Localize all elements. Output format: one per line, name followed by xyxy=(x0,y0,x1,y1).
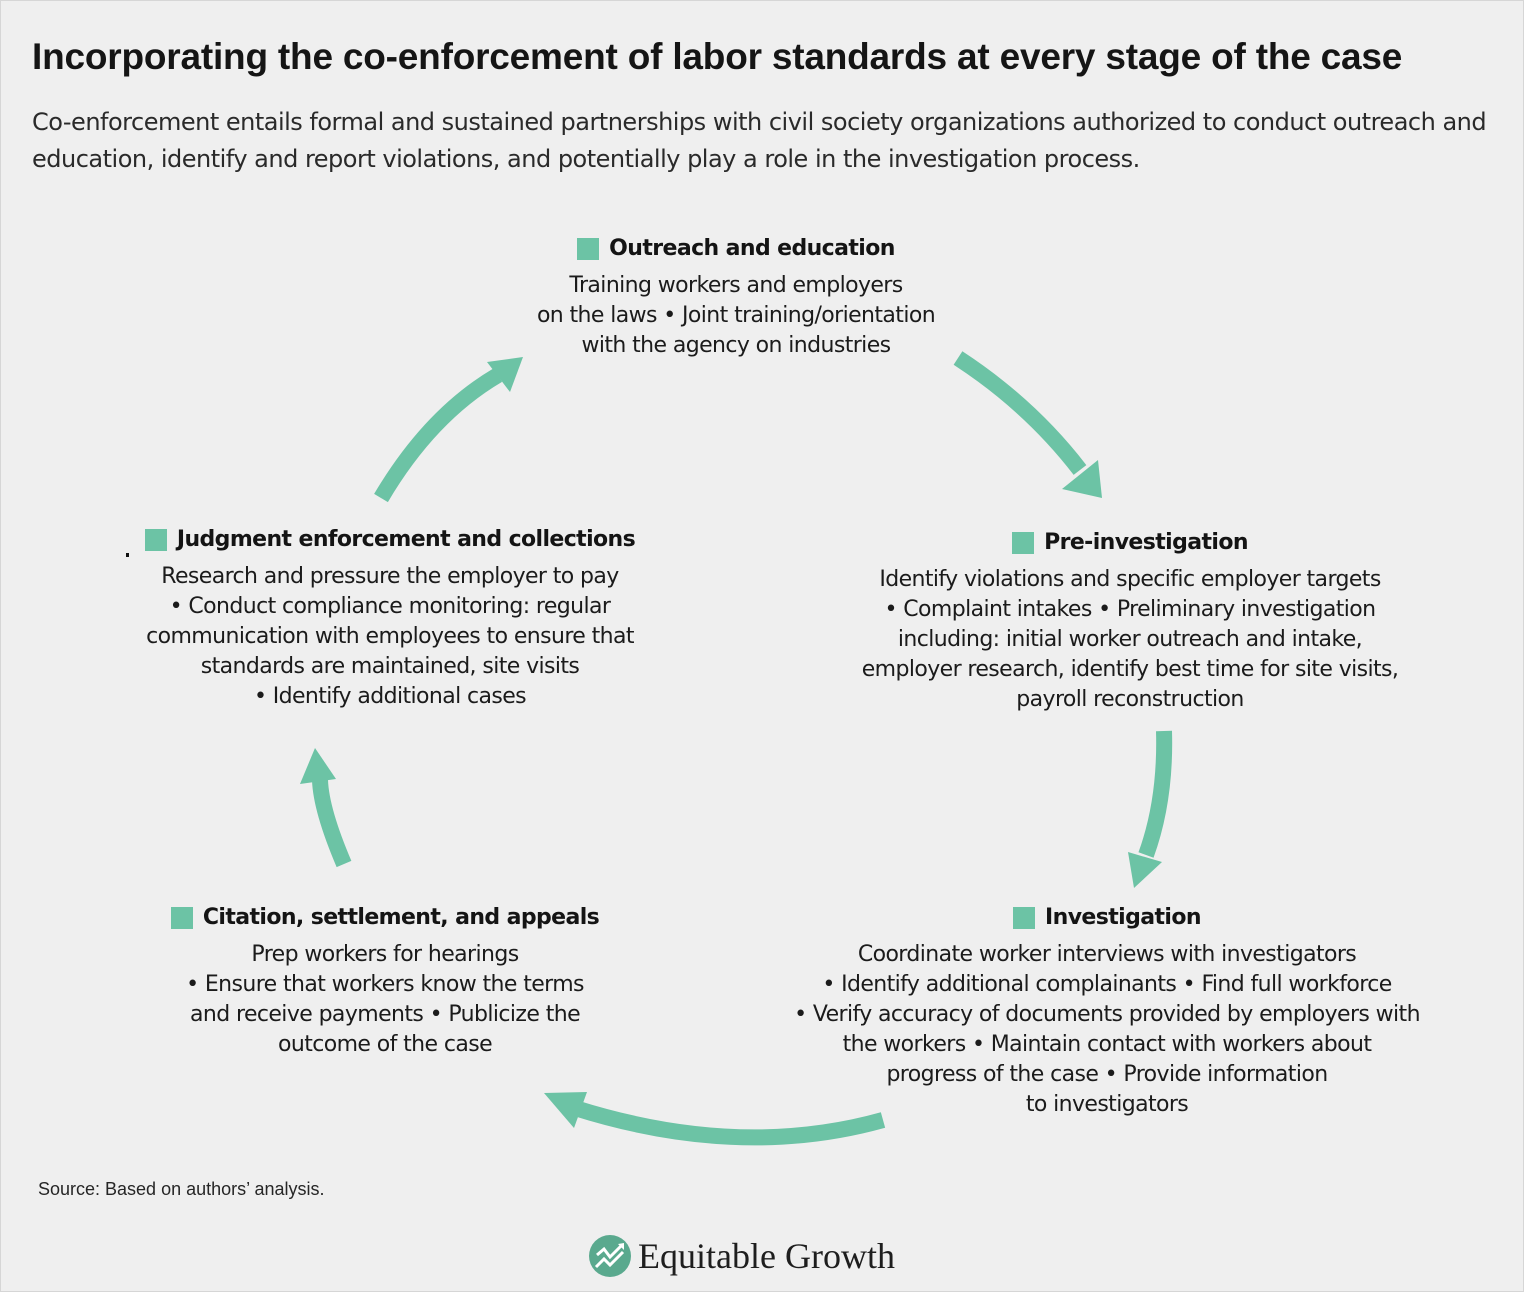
page-subtitle: Co-enforcement entails formal and sustained partnerships with civil society organizations authorized to conduct outreach and education, identify and report violations, and potentially play a role in the investigation process. xyxy=(32,108,1487,173)
stage-line: the workers • Maintain contact with workers about xyxy=(842,1032,1372,1057)
stage-heading: Pre-investigation xyxy=(1044,530,1248,555)
stage-investigation xyxy=(742,905,1472,1120)
stage-line: on the laws • Joint training/orientation xyxy=(536,303,936,328)
stray-mark xyxy=(126,553,129,557)
brand-name: Equitable Growth xyxy=(638,1236,895,1276)
stage-line: payroll reconstruction xyxy=(1016,687,1244,712)
stage-line: with the agency on industries xyxy=(581,333,891,358)
stage-line: • Verify accuracy of documents provided by employers with xyxy=(794,1002,1420,1027)
stage-line: • Complaint intakes • Preliminary investigation xyxy=(884,597,1376,622)
stage-description xyxy=(742,940,1472,1120)
stage-heading: Judgment enforcement and collections xyxy=(176,527,636,552)
stage-marker-icon xyxy=(577,238,599,260)
stage-line: employer research, identify best time for site visits, xyxy=(861,657,1399,682)
stage-line: • Identify additional cases xyxy=(253,684,527,709)
page-title: Incorporating the co-enforcement of labor standards at every stage of the case xyxy=(32,36,1403,77)
stage-marker-icon xyxy=(145,529,167,551)
arrow-judgment-to-outreach xyxy=(381,375,498,498)
arrow-preinvestigation-to-investigation xyxy=(1146,731,1164,855)
stage-line: including: initial worker outreach and intake, xyxy=(897,627,1363,652)
stage-judgment xyxy=(100,527,680,712)
stage-line: • Conduct compliance monitoring: regular xyxy=(169,594,611,619)
arrowhead-investigation xyxy=(1128,852,1162,888)
stage-heading: Citation, settlement, and appeals xyxy=(202,905,600,930)
arrow-outreach-to-preinvestigation xyxy=(958,358,1080,470)
stage-line: communication with employees to ensure that xyxy=(146,624,634,649)
stage-marker-icon xyxy=(171,907,193,929)
source-note: Source: Based on authors’ analysis. xyxy=(38,1179,325,1199)
stage-line: Coordinate worker interviews with investigators xyxy=(857,942,1357,967)
arrowhead-judgment xyxy=(300,748,336,784)
stage-line: and receive payments • Publicize the xyxy=(190,1002,580,1027)
arrow-citation-to-judgment xyxy=(320,780,344,864)
stage-description xyxy=(800,565,1460,715)
stage-line: Prep workers for hearings xyxy=(251,942,519,967)
stage-heading: Outreach and education xyxy=(609,236,895,261)
equitable-growth-logo-icon xyxy=(588,1234,632,1278)
stage-description xyxy=(115,940,655,1060)
stage-line: standards are maintained, site visits xyxy=(200,654,580,679)
stage-outreach xyxy=(476,236,996,361)
stage-citation xyxy=(115,905,655,1060)
stage-marker-icon xyxy=(1013,907,1035,929)
stage-description xyxy=(476,271,996,361)
stage-pre-investigation xyxy=(800,530,1460,715)
stage-line: outcome of the case xyxy=(277,1032,492,1057)
stage-line: • Identify additional complainants • Find full workforce xyxy=(822,972,1392,997)
stage-heading: Investigation xyxy=(1045,905,1201,930)
brand-footer xyxy=(588,1234,895,1278)
stage-line: Identify violations and specific employer targets xyxy=(879,567,1381,592)
stage-line: • Ensure that workers know the terms xyxy=(186,972,584,997)
stage-line: Research and pressure the employer to pay xyxy=(161,564,619,589)
stage-description xyxy=(100,562,680,712)
stage-marker-icon xyxy=(1012,532,1034,554)
stage-line: to investigators xyxy=(1025,1092,1189,1117)
stage-line: progress of the case • Provide information xyxy=(886,1062,1328,1087)
stage-line: Training workers and employers xyxy=(569,273,903,298)
